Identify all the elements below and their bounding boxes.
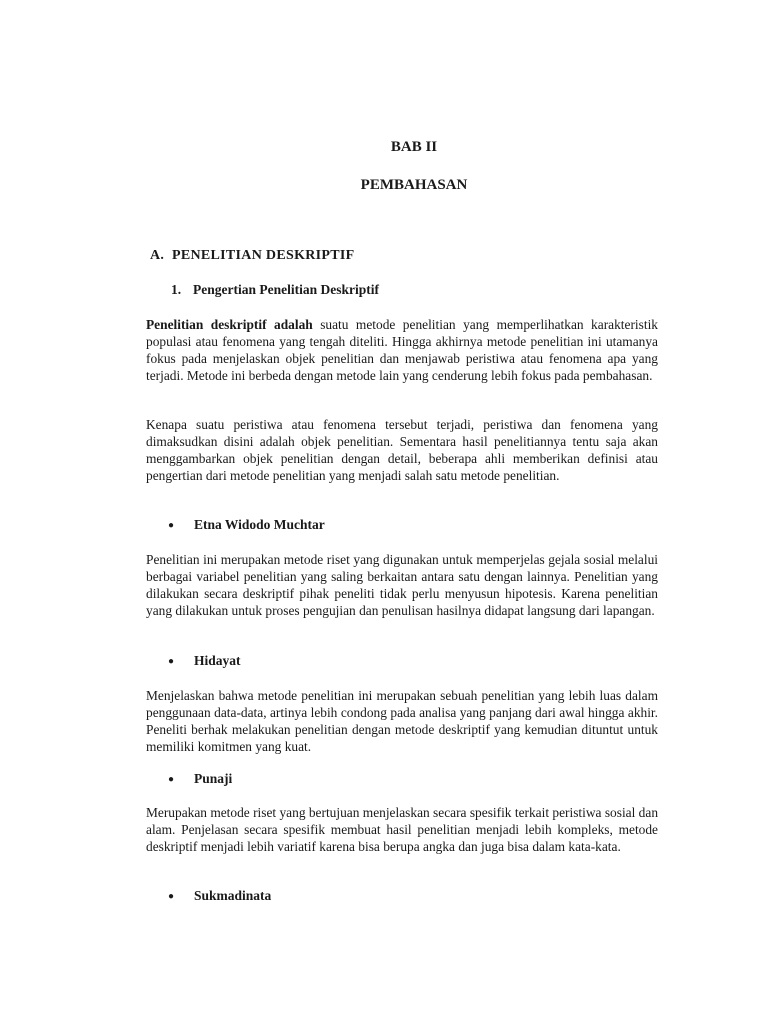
expert-name: Hidayat [194, 653, 241, 668]
subsection-title: Pengertian Penelitian Deskriptif [193, 282, 379, 297]
expert-paragraph: Menjelaskan bahwa metode penelitian ini merupakan sebuah penelitian yang lebih luas dalam penggunaan data-data, artinya lebih condong pada analisa yang panjang dari awal hingga akhir. Peneliti berhak melakukan penelitian dengan metode deskriptif yang kemudian dituntut untuk memiliki komitmen yang kuat. [146, 688, 658, 754]
second-paragraph: Kenapa suatu peristiwa atau fenomena tersebut terjadi, peristiwa dan fenomena yang dimaksudkan disini adalah objek penelitian. Sementara hasil penelitiannya tentu saja akan menggambarkan objek penelitian dengan detail, beberapa ahli memberikan definisi atau pengertian dari metode penelitian yang menjadi salah satu metode penelitian. [146, 417, 658, 483]
bullet-icon: ● [168, 891, 175, 902]
chapter-number: BAB II [390, 139, 438, 155]
expert-heading [168, 771, 232, 787]
section-title: PENELITIAN DESKRIPTIF [172, 248, 355, 263]
expert-paragraph: Merupakan metode riset yang bertujuan menjelaskan secara spesifik terkait peristiwa sosial dan alam. Penjelasan secara spesifik membuat hasil penelitian menjadi lebih kompleks, metode deskriptif menjadi lebih variatif karena bisa berupa angka dan juga bisa dalam kata-kata. [146, 805, 659, 854]
expert-paragraph: Penelitian ini merupakan metode riset yang digunakan untuk memperjelas gejala sosial melalui berbagai variabel penelitian yang saling berkaitan antara satu dengan lainnya. Penelitian yang dilakukan secara deskriptif pihak peneliti tidak perlu menyusun hipotesis. Karena penelitian yang dilakukan untuk proses pengujian dan penulisan hasilnya didapat langsung dari lapangan. [146, 552, 658, 618]
chapter-title: PEMBAHASAN [360, 177, 468, 193]
expert-name: Etna Widodo Muchtar [194, 517, 325, 532]
bullet-icon: ● [168, 520, 175, 531]
intro-paragraph [146, 316, 658, 384]
intro-paragraph-text: suatu metode penelitian yang memperlihatkan karakteristik populasi atau fenomena yang tengah diteliti. Hingga akhirnya metode penelitian ini utamanya fokus pada menjelaskan objek penelitian dan menjawab peristiwa atau fenomena apa yang terjadi. Metode ini berbeda dengan metode lain yang cenderung lebih fokus pada pembahasan. [146, 317, 658, 383]
expert-heading [168, 888, 271, 904]
section-marker: A. [150, 248, 165, 263]
subsection-number: 1. [171, 282, 182, 297]
expert-heading [168, 653, 241, 669]
expert-name: Punaji [194, 771, 233, 786]
bullet-icon: ● [168, 656, 175, 667]
subsection-heading [171, 282, 379, 298]
expert-heading [168, 517, 325, 533]
expert-name: Sukmadinata [194, 888, 272, 903]
intro-paragraph-lead: Penelitian deskriptif adalah [146, 317, 313, 332]
bullet-icon: ● [168, 774, 175, 785]
section-heading [150, 248, 355, 264]
